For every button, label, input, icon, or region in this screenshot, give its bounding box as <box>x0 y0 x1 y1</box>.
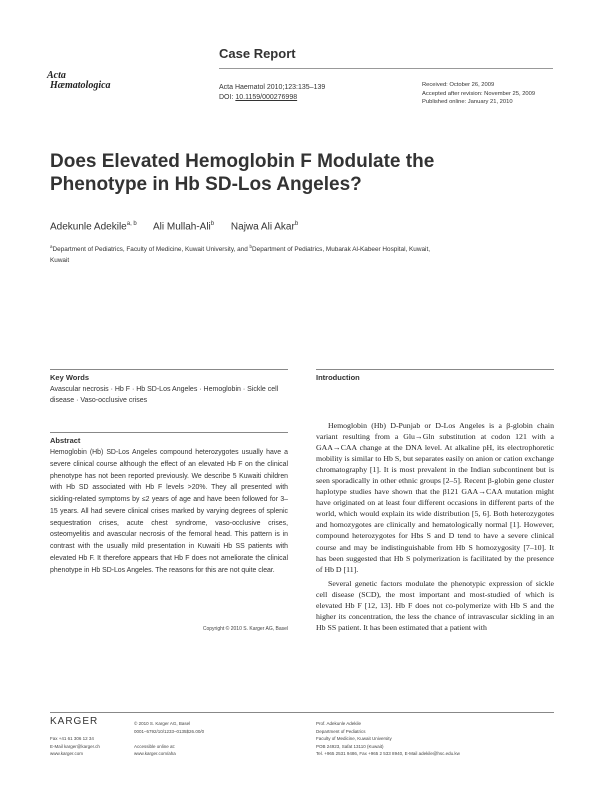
abstract-text: Hemoglobin (Hb) SD-Los Angeles compound heterozygotes usually have a severe clinical course although the effect of an elevated Hb F on the clinical phenotype has not been reported previously. We describe 5 Kuwaiti children with Hb SD associated with Hb F levels >20%. They all presented with sickling-related symptoms by ≤2 years of age and have been followed for 3–15 years. All had severe clinical crises marked by varying degrees of splenic sequestration crises, acute chest syndrome, vaso-occlusive crises, osteomyelitis and avascular necrosis of the femoral head. This pattern is in contrast with the usually mild presentation in Kuwaiti Hb SS patients with elevated Hb F. It therefore appears that Hb F does not ameliorate the clinical phenotype in Hb SD-Los Angeles. The reasons for this are not quite clear. <box>50 449 288 574</box>
doi-link[interactable]: 10.1159/000276998 <box>235 94 298 101</box>
introduction-paragraph: Several genetic factors modulate the phenotypic expression of sickle cell disease (SCD), the most important and most-studied of which is elevated Hb F [12, 13]. Hb F does not co-polymerize with Hb S and the higher its concentration, the less the chance of intravascular sickling in an Hb SS patient. It has been estimated that a patient with <box>316 578 554 632</box>
corr-name: Prof. Adekunle Adekile <box>316 721 362 726</box>
corresponding-author <box>316 720 460 758</box>
affiliation-mark-b: b <box>249 244 253 249</box>
author-list <box>50 221 298 232</box>
access-url[interactable]: www.karger.com/aha <box>134 751 176 756</box>
section-label: Case Report <box>219 46 296 61</box>
keywords-divider <box>50 432 288 433</box>
author-name: Ali Mullah-Ali <box>152 221 211 233</box>
accepted-date: Accepted after revision: November 25, 2009 <box>422 90 536 97</box>
affiliation-a: Department of Pediatrics, Faculty of Medicine, Kuwait University, and <box>52 246 250 254</box>
issn: 0001–5792/10/1233–0135$26.00/0 <box>134 728 205 734</box>
footer-copyright: © 2010 S. Karger AG, Basel <box>134 721 191 726</box>
journal-logo <box>47 71 111 91</box>
publication-info <box>134 720 204 758</box>
corr-address: POB 24923, Safat 13110 (Kuwait) <box>316 743 384 749</box>
author-name: Najwa Ali Akar <box>230 221 295 233</box>
keywords-text: Avascular necrosis · Hb F · Hb SD-Los Angeles · Hemoglobin · Sickle cell disease · Vaso-occlusive crises <box>50 386 279 404</box>
introduction-paragraph: Hemoglobin (Hb) D-Punjab or D-Los Angeles is a β-globin chain variant resulting from a Glu→Gln substitution at codon 121 with a GAA→CAA change at the DNA level. At alkaline pH, its electrophoretic mobility is similar to Hb S, but separates easily on anion or cation exchange chromatography [1]. It is most prevalent in the Indian subcontinent but is seen sporadically in other ethnic groups [2–5]. Recent β-globin gene cluster haplotype studies have shown that the β121 GAA→CAA mutation might have originated on at least four different occasions in different parts of the world, which would explain its wide distribution [5, 6]. Both heterozygotes and homozygotes are clinically and hematologically normal [1]. However, compound heterozygotes for Hbs S and D tend to have a severe clinical course and may be indistinguishable from Hb S homozygosity [7–10]. It has been suggested that Hb S polymerization is facilitated by the presence of Hb D [11]. <box>316 421 554 574</box>
corr-department: Department of Pediatrics <box>316 728 366 734</box>
journal-logo-line2: Hæmatologica <box>50 80 111 91</box>
access-label: Accessible online at: <box>134 743 176 749</box>
published-date: Published online: January 21, 2010 <box>422 99 513 105</box>
affiliation-b: Department of Pediatrics, Mubarak Al-Kabeer Hospital, Kuwait, Kuwait <box>50 246 431 265</box>
header-divider <box>219 68 553 69</box>
footer-divider <box>50 712 554 713</box>
author-affiliation-mark: b <box>294 221 299 227</box>
corr-faculty: Faculty of Medicine, Kuwait University <box>316 736 392 741</box>
author-affiliation-mark: b <box>210 221 215 227</box>
article-title: Does Elevated Hemoglobin F Modulate the Phenotype in Hb SD-Los Angeles? <box>50 151 435 195</box>
introduction-heading: Introduction <box>316 373 360 382</box>
journal-citation-block <box>219 83 325 103</box>
author-name: Adekunle Adekile <box>50 221 127 233</box>
journal-logo-line1: Acta <box>47 70 66 81</box>
abstract-copyright: Copyright © 2010 S. Karger AG, Basel <box>202 626 288 632</box>
publisher-email[interactable]: E-Mail karger@karger.ch <box>50 743 100 749</box>
publisher-contact <box>50 735 100 758</box>
publisher-logo: KARGER <box>50 716 99 727</box>
journal-citation: Acta Haematol 2010;123:135–139 <box>219 84 326 91</box>
keywords-heading: Key Words <box>50 373 90 382</box>
left-column-divider <box>50 369 288 370</box>
author-affiliation-mark: a, b <box>126 221 137 227</box>
received-date: Received: October 26, 2009 <box>422 82 495 88</box>
publication-dates <box>422 81 535 107</box>
affiliations <box>50 241 430 266</box>
right-column-divider <box>316 369 554 370</box>
abstract-heading: Abstract <box>50 436 81 445</box>
affiliation-mark-a: a <box>50 244 53 249</box>
doi-label: DOI: <box>219 94 236 101</box>
publisher-website[interactable]: www.karger.com <box>50 751 84 756</box>
introduction-text <box>316 420 554 636</box>
corr-contact: Tel. +965 2531 9486, Fax +965 2 533 8940, E-Mail adekile@hsc.edu.kw <box>316 751 460 756</box>
publisher-fax: Fax +41 61 306 12 34 <box>50 736 94 741</box>
